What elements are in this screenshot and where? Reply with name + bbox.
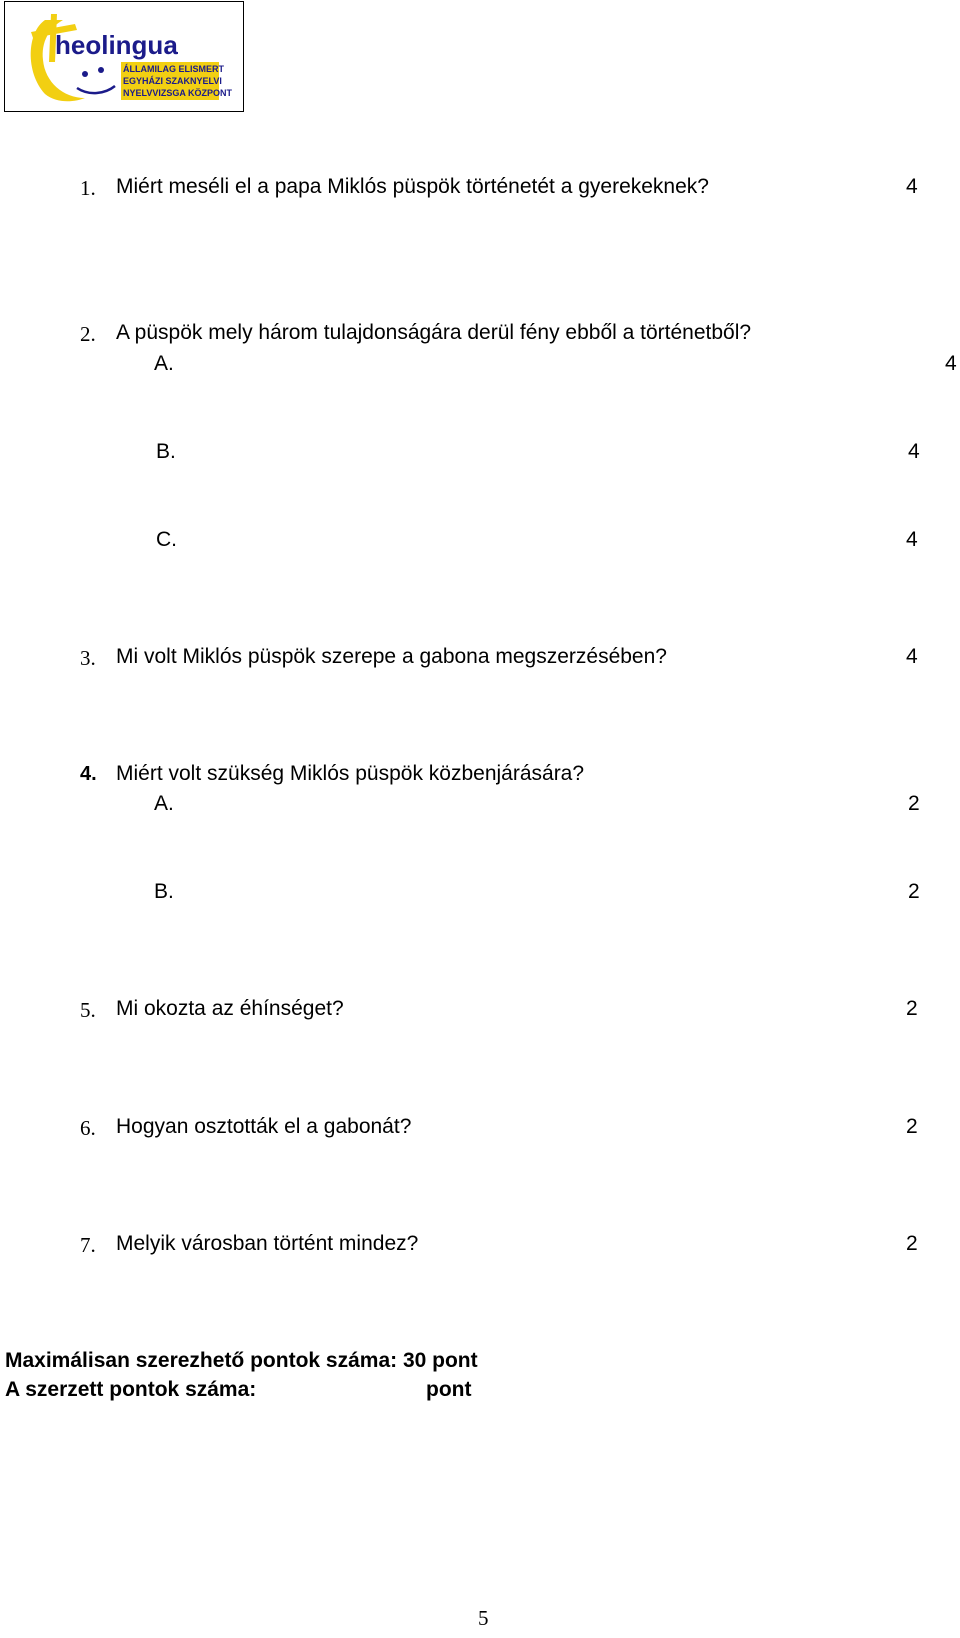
question-number: 3.	[80, 646, 96, 670]
logo-line-3: NYELVVIZSGA KÖZPONT	[123, 88, 233, 98]
question-points: 4	[906, 175, 918, 198]
question-points: 2	[906, 1115, 918, 1138]
question-number: 1.	[80, 176, 96, 200]
answer-label: A.	[154, 792, 174, 815]
answer-points: 4	[908, 440, 920, 463]
scored-points-label: A szerzett pontok száma:	[5, 1378, 257, 1401]
logo-line-1: ÁLLAMILAG ELISMERT	[123, 64, 224, 74]
question-text: Mi volt Miklós püspök szerepe a gabona megszerzésében?	[116, 645, 667, 668]
question-number: 5.	[80, 998, 96, 1022]
scored-points-unit: pont	[426, 1378, 472, 1401]
logo-line-2: EGYHÁZI SZAKNYELVI	[123, 76, 222, 86]
question-text: Melyik városban történt mindez?	[116, 1232, 419, 1255]
logo-name: heolingua	[55, 30, 178, 60]
answer-points: 4	[906, 528, 918, 551]
max-points-label: Maximálisan szerezhető pontok száma: 30 pont	[5, 1349, 478, 1372]
answer-label: C.	[156, 528, 177, 551]
question-text: Mi okozta az éhínséget?	[116, 997, 344, 1020]
question-text: A püspök mely három tulajdonságára derül fény ebből a történetből?	[116, 321, 752, 344]
answer-label: A.	[154, 352, 174, 375]
answer-label: B.	[156, 440, 176, 463]
question-points: 4	[906, 645, 918, 668]
question-points: 2	[906, 997, 918, 1020]
theolingua-logo	[4, 1, 244, 112]
page-number: 5	[478, 1606, 489, 1630]
question-number: 4.	[80, 763, 97, 785]
answer-points: 2	[908, 880, 920, 903]
question-text: Hogyan osztották el a gabonát?	[116, 1115, 412, 1138]
question-number: 6.	[80, 1116, 96, 1140]
question-points: 2	[906, 1232, 918, 1255]
answer-points: 2	[908, 792, 920, 815]
answer-label: B.	[154, 880, 174, 903]
question-number: 7.	[80, 1233, 96, 1257]
question-number: 2.	[80, 322, 96, 346]
question-text: Miért meséli el a papa Miklós püspök történetét a gyerekeknek?	[116, 175, 709, 198]
answer-points: 4	[945, 352, 957, 375]
question-text: Miért volt szükség Miklós püspök közbenjárására?	[116, 762, 585, 785]
